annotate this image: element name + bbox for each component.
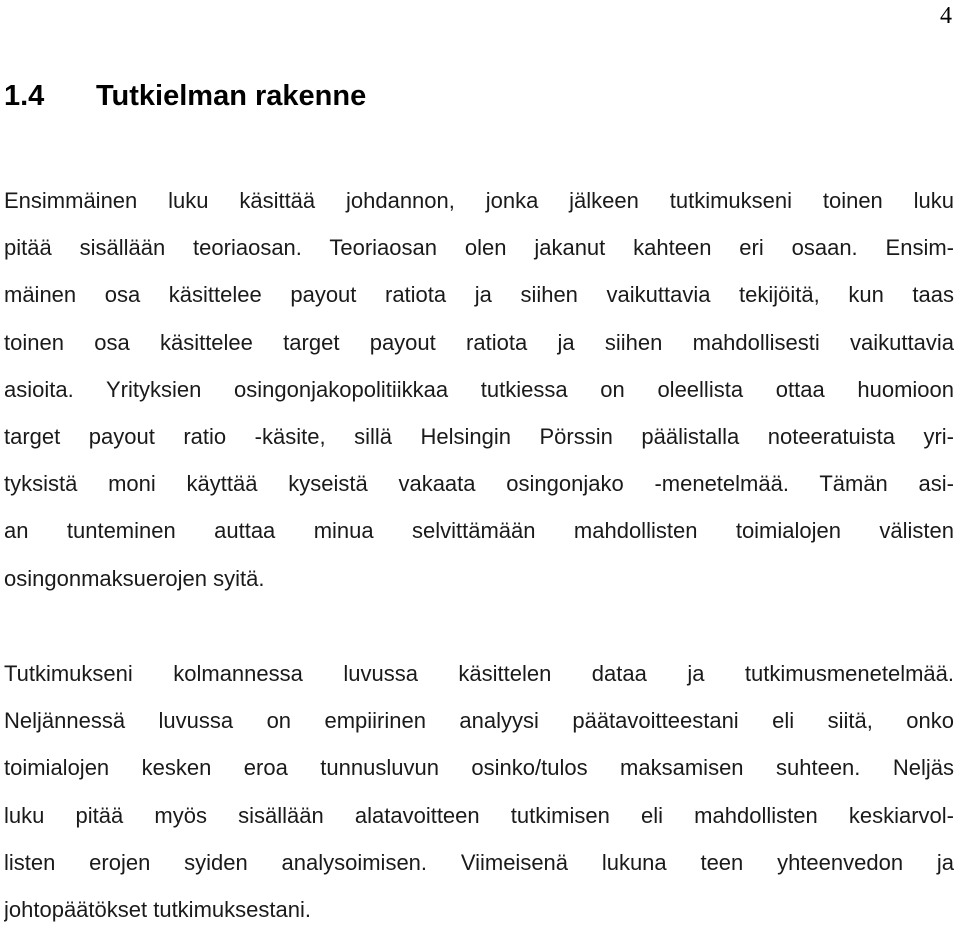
text-line: mäinen osa käsittelee payout ratiota ja siihen vaikuttavia tekijöitä, kun taas [4,282,954,308]
text-line: listen erojen syiden analysoimisen. Viimeisenä lukuna teen yhteenvedon ja [4,849,954,875]
text-line: Tutkimukseni kolmannessa luvussa käsittelen dataa ja tutkimusmenetelmää. [4,661,954,686]
text-line: toinen osa käsittelee target payout ratiota ja siihen mahdollisesti vaikuttavia [4,329,954,355]
section-heading [4,78,366,114]
paragraph-1 [4,177,954,602]
text-line: target payout ratio -käsite, sillä Helsingin Pörssin päälistalla noteeratuista yri- [4,423,954,449]
text-line: johtopäätökset tutkimuksestani. [4,896,311,922]
text-line: Ensimmäinen luku käsittää johdannon, jonka jälkeen tutkimukseni toinen luku [4,188,954,213]
text-line: asioita. Yrityksien osingonjakopolitiikkaa tutkiessa on oleellista ottaa huomioon [4,376,954,402]
text-line: toimialojen kesken eroa tunnusluvun osinko/tulos maksamisen suhteen. Neljäs [4,755,954,781]
paragraph-2 [4,650,954,933]
section-number: 1.4 [4,80,45,112]
text-line: tyksistä moni käyttää kyseistä vakaata osingonjako -menetelmää. Tämän asi- [4,471,954,497]
section-title: Tutkielman rakenne [96,80,367,112]
text-line: osingonmaksuerojen syitä. [4,565,265,591]
text-line: luku pitää myös sisällään alatavoitteen tutkimisen eli mahdollisten keskiarvol- [4,802,954,828]
text-line: Neljännessä luvussa on empiirinen analyysi päätavoitteestani eli siitä, onko [4,708,954,734]
page-number: 4 [940,3,952,29]
text-line: pitää sisällään teoriaosan. Teoriaosan olen jakanut kahteen eri osaan. Ensim- [4,235,954,261]
text-line: an tunteminen auttaa minua selvittämään mahdollisten toimialojen välisten [4,518,954,544]
